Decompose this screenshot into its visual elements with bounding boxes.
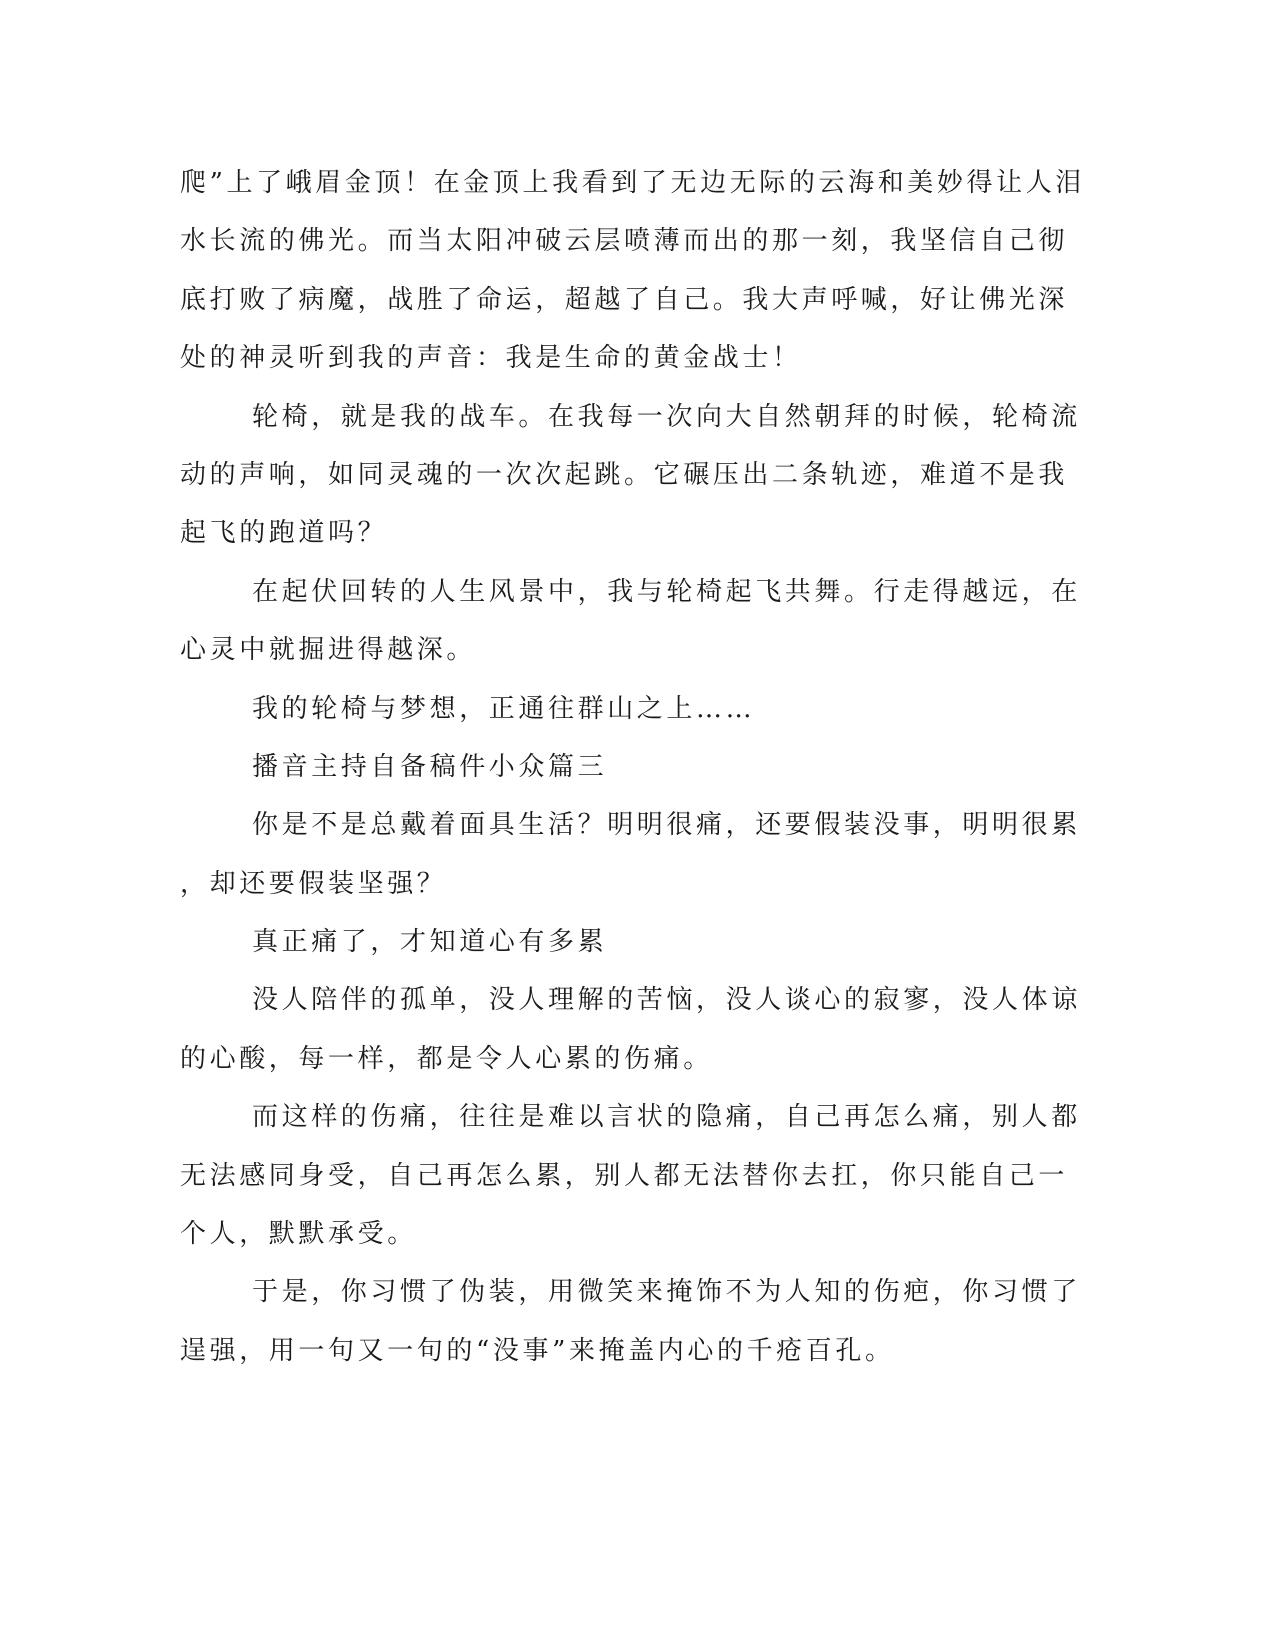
document-body [180, 154, 1085, 1380]
text-line: 我的轮椅与梦想，正通往群山之上…… [252, 693, 756, 724]
text-line: 无法感同身受，自己再怎么累，别人都无法替你去扛，你只能自己一 [180, 1160, 1069, 1191]
paragraph [180, 1088, 1081, 1263]
text-line: 起飞的跑道吗？ [180, 518, 388, 549]
text-line: 逞强，用一句又一句的“没事”来掩盖内心的千疮百孔。 [180, 1335, 895, 1366]
paragraph [180, 913, 1040, 971]
heading-text: 播音主持自备稿件小众篇三 [252, 751, 608, 782]
text-line: ，却还要假装坚强？ [180, 868, 447, 899]
paragraph [180, 680, 1040, 738]
section-heading [180, 738, 1040, 796]
text-line: 底打败了病魔，战胜了命运，超越了自己。我大声呼喊，好让佛光深 [180, 284, 1069, 315]
paragraph [180, 154, 1085, 388]
paragraph [180, 563, 1081, 680]
paragraph [180, 388, 1081, 563]
text-line: 处的神灵听到我的声音：我是生命的黄金战士！ [180, 343, 802, 374]
text-line: 在起伏回转的人生风景中，我与轮椅起飞共舞。行走得越远，在 [252, 576, 1081, 607]
paragraph [180, 1263, 1081, 1380]
text-line: 爬”上了峨眉金顶！在金顶上我看到了无边无际的云海和美妙得让人泪 [180, 168, 1085, 198]
text-line: 个人，默默承受。 [180, 1219, 417, 1250]
text-line: 水长流的佛光。而当太阳冲破云层喷薄而出的那一刻，我坚信自己彻 [180, 226, 1069, 257]
text-line: 的心酸，每一样，都是令人心累的伤痛。 [180, 1043, 713, 1074]
text-line: 而这样的伤痛，往往是难以言状的隐痛，自己再怎么痛，别人都 [252, 1102, 1081, 1133]
text-line: 心灵中就掘进得越深。 [180, 635, 477, 666]
text-line: 于是，你习惯了伪装，用微笑来掩饰不为人知的伤疤，你习惯了 [252, 1277, 1081, 1308]
text-line: 动的声响，如同灵魂的一次次起跳。它碾压出二条轨迹，难道不是我 [180, 459, 1069, 490]
text-line: 没人陪伴的孤单，没人理解的苦恼，没人谈心的寂寥，没人体谅 [252, 985, 1081, 1016]
paragraph [180, 971, 1081, 1088]
text-line: 真正痛了，才知道心有多累 [252, 927, 608, 958]
paragraph [180, 796, 1081, 913]
text-line: 你是不是总戴着面具生活？明明很痛，还要假装没事，明明很累 [252, 810, 1081, 841]
text-line: 轮椅，就是我的战车。在我每一次向大自然朝拜的时候，轮椅流 [252, 401, 1081, 432]
